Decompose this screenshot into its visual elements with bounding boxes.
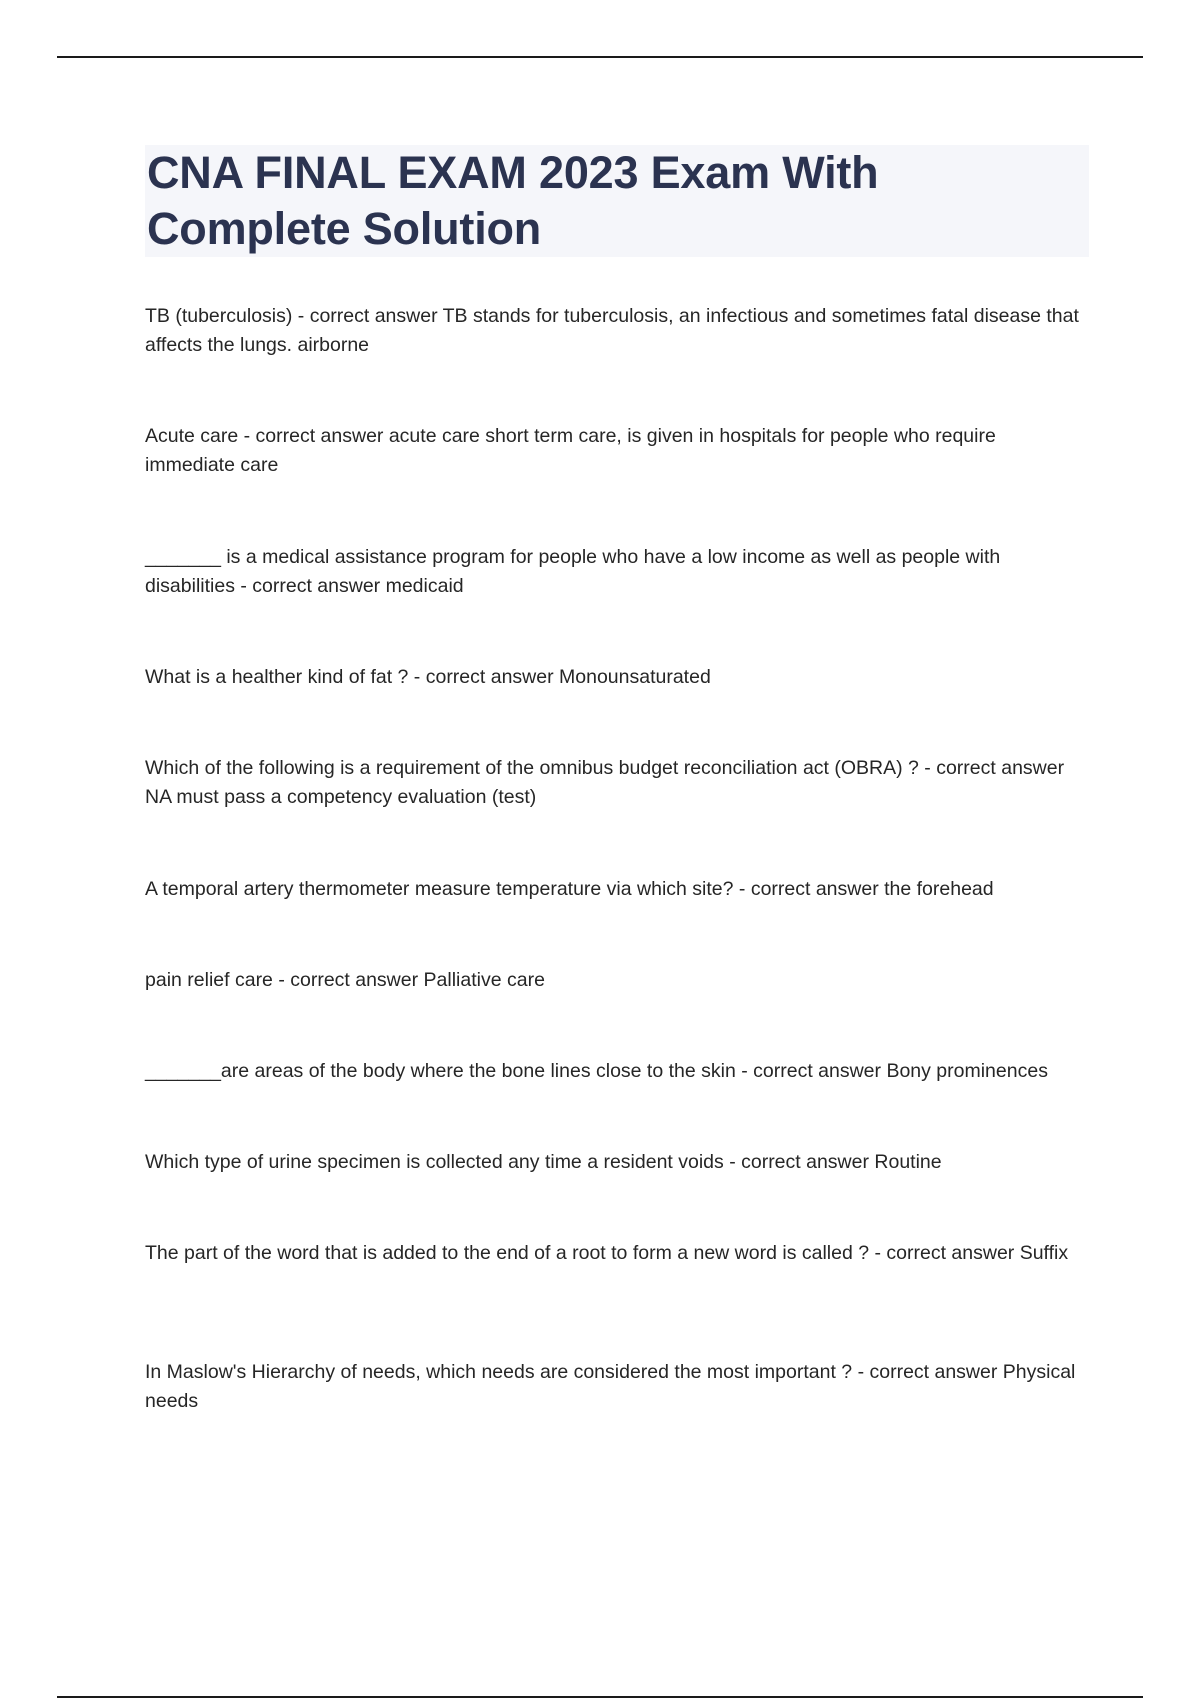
bottom-divider [57,1696,1143,1698]
qa-item: A temporal artery thermometer measure temperature via which site? - correct answer the forehead [145,878,994,900]
page-title: CNA FINAL EXAM 2023 Exam With Complete Solution [147,147,879,254]
qa-item: Acute care - correct answer acute care short term care, is given in hospitals for people who require immediate care [145,425,996,476]
qa-item: TB (tuberculosis) - correct answer TB stands for tuberculosis, an infectious and sometimes fatal disease that affects the lungs. airborne [145,305,1079,356]
qa-item: What is a healther kind of fat ? - correct answer Monounsaturated [145,666,711,688]
qa-item: Which type of urine specimen is collected any time a resident voids - correct answer Routine [145,1151,942,1173]
qa-item: pain relief care - correct answer Palliative care [145,969,545,991]
qa-item: _______ is a medical assistance program for people who have a low income as well as people with disabilities - correct answer medicaid [145,546,1001,597]
qa-item: The part of the word that is added to the end of a root to form a new word is called ? - correct answer Suffix [145,1242,1069,1264]
qa-item: _______are areas of the body where the bone lines close to the skin - correct answer Bony prominences [145,1060,1048,1082]
title-banner [145,145,1089,257]
top-divider [57,56,1143,58]
qa-item: In Maslow's Hierarchy of needs, which needs are considered the most important ? - correct answer Physical needs [145,1361,1076,1412]
qa-item: Which of the following is a requirement of the omnibus budget reconciliation act (OBRA) ? - correct answer NA must pass a competency evaluation (test) [145,757,1065,808]
